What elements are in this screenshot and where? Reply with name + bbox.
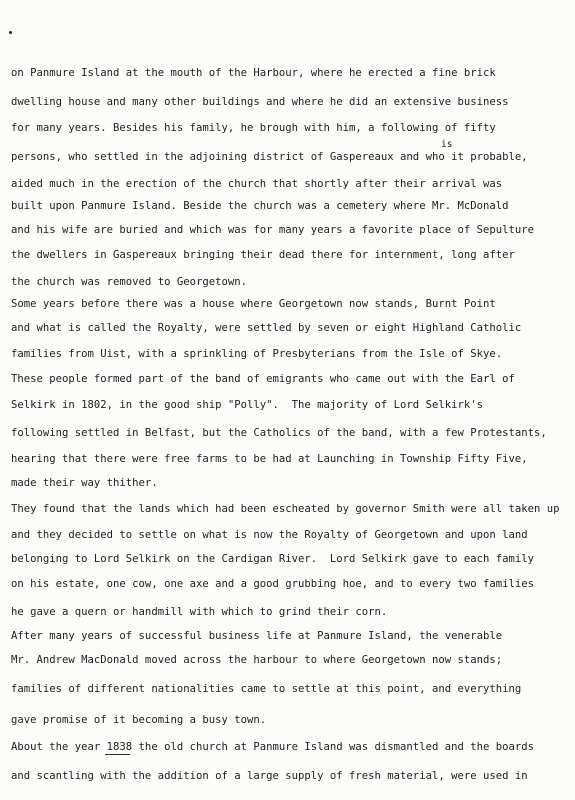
text-line: on Panmure Island at the mouth of the Harbour, where he erected a fine brick: [11, 67, 496, 79]
text-line: the church was removed to Georgetown.: [11, 276, 247, 288]
text-line: gave promise of it becoming a busy town.: [11, 714, 267, 726]
text-line: Some years before there was a house where Georgetown now stands, Burnt Point: [11, 298, 496, 310]
text-line: following settled in Belfast, but the Catholics of the band, with a few Protestants,: [11, 427, 547, 439]
text-line: Mr. Andrew MacDonald moved across the harbour to where Georgetown now stands;: [11, 654, 503, 666]
handwritten-insertion: is: [441, 139, 453, 150]
text-line: They found that the lands which had been escheated by governor Smith were all taken up: [11, 503, 560, 515]
text-line: and what is called the Royalty, were settled by seven or eight Highland Catholic: [11, 322, 522, 334]
text-line: for many years. Besides his family, he brough with him, a following of fifty: [11, 122, 496, 134]
text-line: the dwellers in Gaspereaux bringing their dead there for internment, long after: [11, 249, 515, 261]
text-line: belonging to Lord Selkirk on the Cardigan River. Lord Selkirk gave to each family: [11, 553, 534, 565]
text-line: persons, who settled in the adjoining district of Gaspereaux and who it probable,: [11, 151, 528, 163]
text-line: on his estate, one cow, one axe and a good grubbing hoe, and to every two families: [11, 578, 534, 590]
text-line: These people formed part of the band of emigrants who came out with the Earl of: [11, 373, 515, 385]
text-line: families of different nationalities came to settle at this point, and everything: [11, 683, 522, 695]
text-line: Selkirk in 1802, in the good ship "Polly". The majority of Lord Selkirk's: [11, 399, 483, 411]
text-line: About the year 1838 the old church at Panmure Island was dismantled and the boards: [11, 741, 534, 753]
text-line: and his wife are buried and which was for many years a favorite place of Sepulture: [11, 224, 534, 236]
text-line: After many years of successful business life at Panmure Island, the venerable: [11, 630, 503, 642]
year-underline: [105, 754, 130, 755]
text-line: families from Uist, with a sprinkling of Presbyterians from the Isle of Skye.: [11, 348, 503, 360]
text-line: and scantling with the addition of a large supply of fresh material, were used in: [11, 770, 528, 782]
text-line: and they decided to settle on what is now the Royalty of Georgetown and upon land: [11, 529, 528, 541]
text-line: made their way thither.: [11, 477, 158, 489]
text-line: built upon Panmure Island. Beside the church was a cemetery where Mr. McDonald: [11, 200, 509, 212]
text-line: he gave a quern or handmill with which to grind their corn.: [11, 606, 388, 618]
text-line: hearing that there were free farms to be had at Launching in Township Fifty Five,: [11, 453, 528, 465]
text-line: dwelling house and many other buildings and where he did an extensive business: [11, 96, 509, 108]
text-line: aided much in the erection of the church that shortly after their arrival was: [11, 178, 503, 190]
